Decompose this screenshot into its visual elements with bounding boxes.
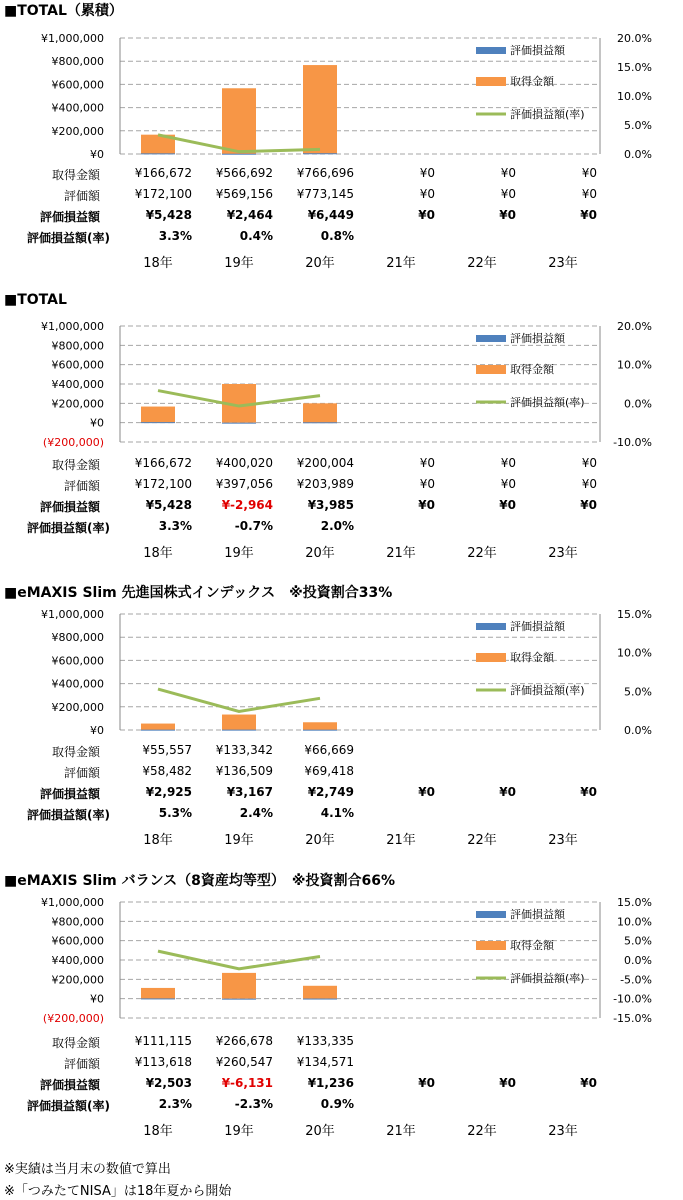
table-row-val [0, 764, 683, 784]
chart-plot [0, 870, 683, 1028]
y-tick-label: ¥600,000 [51, 654, 104, 668]
table-cell: ¥0 [418, 208, 435, 222]
bar-pl [222, 154, 256, 155]
table-cell: 2.0% [320, 519, 354, 533]
row-label: 評価損益額(率) [27, 521, 110, 535]
chart-title: ■TOTAL（累積） [4, 3, 123, 19]
table-cell: ¥200,004 [296, 456, 354, 470]
y2-tick-label: 10.0% [617, 646, 652, 660]
table-cell: ¥172,100 [134, 477, 192, 491]
x-tick-label: 21年 [386, 256, 416, 271]
legend-swatch-acq [476, 77, 506, 86]
table-cell: ¥133,342 [215, 743, 273, 757]
table-cell: ¥166,672 [134, 456, 192, 470]
x-axis-labels [0, 542, 683, 562]
row-label: 評価損益額 [39, 500, 100, 514]
y2-tick-label: -15.0% [613, 1012, 652, 1025]
bar-pl [222, 999, 256, 1000]
y2-tick-label: 20.0% [617, 32, 652, 45]
table-cell: ¥3,985 [307, 498, 354, 512]
y-tick-label: ¥200,000 [51, 700, 104, 714]
table-cell: ¥0 [499, 1076, 516, 1090]
row-label: 評価額 [63, 479, 100, 493]
table-cell: ¥0 [418, 1076, 435, 1090]
legend-pl: 評価損益額 [510, 332, 565, 345]
legend-rate: 評価損益額(率) [510, 108, 585, 121]
y-tick-label: ¥600,000 [51, 358, 104, 372]
bar-pl [141, 730, 175, 731]
y-tick-label: ¥0 [90, 724, 104, 737]
y2-tick-label: 5.0% [624, 119, 652, 132]
y2-tick-label: -5.0% [620, 973, 652, 987]
table-cell: ¥397,056 [215, 477, 273, 491]
y2-tick-label: 15.0% [617, 61, 652, 74]
bar-acq [303, 722, 337, 730]
bar-pl [141, 153, 175, 154]
y-tick-label: ¥400,000 [51, 101, 104, 115]
table-cell: ¥0 [580, 1076, 597, 1090]
table-cell: ¥266,678 [215, 1034, 273, 1048]
table-cell: ¥0 [581, 166, 597, 180]
y2-tick-label: 5.0% [624, 685, 652, 699]
bar-acq [303, 65, 337, 154]
x-tick-label: 22年 [467, 256, 497, 271]
table-cell: ¥0 [580, 498, 597, 512]
x-tick-label: 18年 [143, 256, 173, 271]
table-cell: ¥6,449 [307, 208, 354, 222]
table-cell: ¥5,428 [145, 498, 192, 512]
chart-title: ■eMAXIS Slim バランス（8資産均等型） ※投資割合66% [4, 873, 396, 889]
table-row-pl [0, 498, 683, 518]
x-tick-label: 19年 [224, 1124, 254, 1139]
rate-line [158, 689, 320, 711]
x-tick-label: 23年 [548, 256, 578, 271]
table-cell: ¥113,618 [134, 1055, 192, 1069]
table-cell: ¥569,156 [215, 187, 273, 201]
x-axis-labels [0, 829, 683, 849]
y2-tick-label: -10.0% [613, 436, 652, 449]
row-label: 取得金額 [51, 745, 100, 759]
bar-pl [303, 422, 337, 423]
y2-tick-label: 20.0% [617, 320, 652, 333]
table-cell: ¥133,335 [296, 1034, 354, 1048]
x-tick-label: 18年 [143, 546, 173, 561]
table-cell: ¥0 [581, 187, 597, 201]
y-tick-label: ¥800,000 [51, 339, 104, 353]
row-label: 評価損益額 [39, 787, 100, 801]
table-cell: ¥134,571 [296, 1055, 354, 1069]
table-cell: ¥66,669 [304, 743, 354, 757]
row-label: 評価損益額(率) [27, 1099, 110, 1113]
x-tick-label: 20年 [305, 546, 335, 561]
x-tick-label: 23年 [548, 833, 578, 848]
table-row-acq [0, 1034, 683, 1054]
table-cell: ¥2,464 [226, 208, 273, 222]
table-row-val [0, 1055, 683, 1075]
y-tick-label: ¥800,000 [51, 631, 104, 645]
row-label: 取得金額 [51, 168, 100, 182]
table-cell: ¥400,020 [215, 456, 273, 470]
chart-plot [0, 582, 683, 737]
y-tick-label: ¥400,000 [51, 677, 104, 691]
rate-line [158, 951, 320, 969]
x-tick-label: 19年 [224, 546, 254, 561]
table-cell: ¥136,509 [215, 764, 273, 778]
table-cell: 5.3% [158, 806, 192, 820]
bar-pl [303, 153, 337, 154]
bar-acq [222, 715, 256, 730]
bar-acq [141, 724, 175, 730]
legend-pl: 評価損益額 [510, 44, 565, 57]
row-label: 評価額 [63, 1057, 100, 1071]
table-cell: ¥566,692 [215, 166, 273, 180]
legend-swatch-pl [476, 911, 506, 918]
table-cell: ¥0 [499, 208, 516, 222]
y-tick-label: ¥200,000 [51, 973, 104, 987]
bar-pl [141, 422, 175, 423]
x-tick-label: 20年 [305, 256, 335, 271]
y-tick-label: ¥0 [90, 148, 104, 160]
y2-tick-label: 10.0% [617, 90, 652, 103]
y2-tick-label: 0.0% [624, 397, 652, 411]
legend-swatch-acq [476, 365, 506, 374]
chart-plot [0, 0, 683, 160]
y-tick-label: ¥0 [90, 416, 104, 430]
table-cell: ¥5,428 [145, 208, 192, 222]
legend-rate: 評価損益額(率) [510, 972, 585, 985]
table-cell: ¥260,547 [215, 1055, 273, 1069]
legend-pl: 評価損益額 [510, 908, 565, 921]
bar-pl [222, 423, 256, 424]
table-cell: ¥1,236 [307, 1076, 354, 1090]
y2-tick-label: -10.0% [613, 992, 652, 1006]
table-row-pl [0, 208, 683, 228]
bar-pl [222, 730, 256, 731]
legend-acq: 取得金額 [510, 75, 554, 88]
chart-plot [0, 292, 683, 450]
legend-swatch-pl [476, 47, 506, 54]
legend-acq: 取得金額 [510, 363, 554, 376]
x-tick-label: 23年 [548, 1124, 578, 1139]
table-cell: 3.3% [158, 519, 192, 533]
table-cell: ¥0 [418, 498, 435, 512]
table-cell: ¥0 [581, 456, 597, 470]
table-cell: ¥58,482 [142, 764, 192, 778]
legend-swatch-acq [476, 653, 506, 662]
row-label: 取得金額 [51, 458, 100, 472]
table-cell: ¥69,418 [304, 764, 354, 778]
x-tick-label: 20年 [305, 1124, 335, 1139]
bar-pl [303, 730, 337, 731]
table-cell: ¥2,749 [307, 785, 354, 799]
bar-acq [141, 407, 175, 423]
y-tick-label: ¥400,000 [51, 954, 104, 967]
y-tick-label: (¥200,000) [42, 1012, 104, 1025]
table-cell: ¥0 [580, 785, 597, 799]
y-tick-label: ¥1,000,000 [41, 608, 104, 621]
legend-rate: 評価損益額(率) [510, 396, 585, 409]
x-tick-label: 20年 [305, 833, 335, 848]
y-tick-label: ¥1,000,000 [41, 32, 104, 45]
table-cell: -0.7% [234, 519, 273, 533]
table-cell: ¥0 [499, 498, 516, 512]
y2-tick-label: 15.0% [617, 608, 652, 621]
table-cell: -2.3% [234, 1097, 273, 1111]
table-cell: ¥0 [419, 166, 435, 180]
row-label: 評価損益額 [39, 1078, 100, 1092]
table-row-val [0, 477, 683, 497]
table-cell: ¥0 [500, 187, 516, 201]
legend-pl: 評価損益額 [510, 620, 565, 633]
y-tick-label: ¥200,000 [51, 397, 104, 411]
table-row-val [0, 187, 683, 207]
table-cell: 0.8% [320, 229, 354, 243]
x-axis-labels [0, 252, 683, 272]
table-row-rate [0, 229, 683, 249]
table-cell: 4.1% [320, 806, 354, 820]
legend-rate: 評価損益額(率) [510, 684, 585, 697]
table-cell: 2.4% [239, 806, 273, 820]
y2-tick-label: 0.0% [624, 148, 652, 160]
x-tick-label: 18年 [143, 833, 173, 848]
legend-swatch-pl [476, 335, 506, 342]
table-cell: ¥0 [419, 187, 435, 201]
table-cell: ¥2,503 [145, 1076, 192, 1090]
table-cell: ¥-2,964 [221, 498, 273, 512]
x-axis-labels [0, 1120, 683, 1140]
x-tick-label: 22年 [467, 546, 497, 561]
y2-tick-label: 0.0% [624, 954, 652, 967]
y2-tick-label: 10.0% [617, 358, 652, 372]
table-cell: 2.3% [158, 1097, 192, 1111]
table-row-acq [0, 743, 683, 763]
table-row-rate [0, 806, 683, 826]
table-cell: ¥0 [419, 477, 435, 491]
y-tick-label: (¥200,000) [42, 436, 104, 449]
table-cell: ¥766,696 [296, 166, 354, 180]
x-tick-label: 19年 [224, 833, 254, 848]
table-cell: ¥172,100 [134, 187, 192, 201]
table-row-rate [0, 519, 683, 539]
footer-note-1: ※実績は当月末の数値で算出 [4, 1162, 171, 1177]
x-tick-label: 22年 [467, 833, 497, 848]
table-cell: 3.3% [158, 229, 192, 243]
x-tick-label: 21年 [386, 1124, 416, 1139]
table-cell: ¥0 [418, 785, 435, 799]
table-cell: ¥3,167 [226, 785, 273, 799]
table-cell: ¥2,925 [145, 785, 192, 799]
row-label: 評価額 [63, 766, 100, 780]
table-cell: ¥203,989 [296, 477, 354, 491]
table-cell: ¥-6,131 [221, 1076, 273, 1090]
x-tick-label: 21年 [386, 833, 416, 848]
table-cell: ¥111,115 [134, 1034, 192, 1048]
y-tick-label: ¥1,000,000 [41, 320, 104, 333]
table-cell: ¥55,557 [142, 743, 192, 757]
y-tick-label: ¥200,000 [51, 124, 104, 138]
bar-pl [141, 998, 175, 999]
table-cell: ¥0 [500, 477, 516, 491]
y-tick-label: ¥400,000 [51, 378, 104, 391]
legend-acq: 取得金額 [510, 651, 554, 664]
table-row-pl [0, 785, 683, 805]
x-tick-label: 22年 [467, 1124, 497, 1139]
table-cell: ¥0 [500, 166, 516, 180]
x-tick-label: 23年 [548, 546, 578, 561]
y2-tick-label: 5.0% [624, 934, 652, 948]
x-tick-label: 21年 [386, 546, 416, 561]
y-tick-label: ¥600,000 [51, 934, 104, 948]
row-label: 評価損益額 [39, 210, 100, 224]
table-row-rate [0, 1097, 683, 1117]
row-label: 取得金額 [51, 1036, 100, 1050]
table-cell: ¥0 [581, 477, 597, 491]
table-cell: ¥773,145 [296, 187, 354, 201]
legend-acq: 取得金額 [510, 939, 554, 952]
table-cell: 0.4% [239, 229, 273, 243]
table-cell: ¥0 [580, 208, 597, 222]
y-tick-label: ¥600,000 [51, 78, 104, 92]
table-row-pl [0, 1076, 683, 1096]
x-tick-label: 18年 [143, 1124, 173, 1139]
bar-pl [303, 999, 337, 1000]
table-row-acq [0, 456, 683, 476]
y-tick-label: ¥800,000 [51, 915, 104, 929]
y2-tick-label: 0.0% [624, 724, 652, 737]
y2-tick-label: 10.0% [617, 915, 652, 929]
legend-swatch-acq [476, 941, 506, 950]
legend-swatch-pl [476, 623, 506, 630]
row-label: 評価損益額(率) [27, 231, 110, 245]
y-tick-label: ¥1,000,000 [41, 896, 104, 909]
chart-title: ■TOTAL [4, 292, 67, 308]
chart-title: ■eMAXIS Slim 先進国株式インデックス ※投資割合33% [4, 585, 393, 601]
bar-acq [222, 88, 256, 154]
table-row-acq [0, 166, 683, 186]
footer-note-2: ※「つみたてNISA」は18年夏から開始 [4, 1184, 232, 1199]
row-label: 評価損益額(率) [27, 808, 110, 822]
y-tick-label: ¥800,000 [51, 55, 104, 69]
y2-tick-label: 15.0% [617, 896, 652, 909]
table-cell: ¥0 [500, 456, 516, 470]
row-label: 評価額 [63, 189, 100, 203]
table-cell: ¥0 [419, 456, 435, 470]
x-tick-label: 19年 [224, 256, 254, 271]
table-cell: ¥0 [499, 785, 516, 799]
bar-acq [222, 973, 256, 999]
y-tick-label: ¥0 [90, 992, 104, 1006]
bar-acq [141, 988, 175, 999]
bar-acq [303, 986, 337, 999]
table-cell: 0.9% [320, 1097, 354, 1111]
bar-acq [303, 403, 337, 422]
table-cell: ¥166,672 [134, 166, 192, 180]
